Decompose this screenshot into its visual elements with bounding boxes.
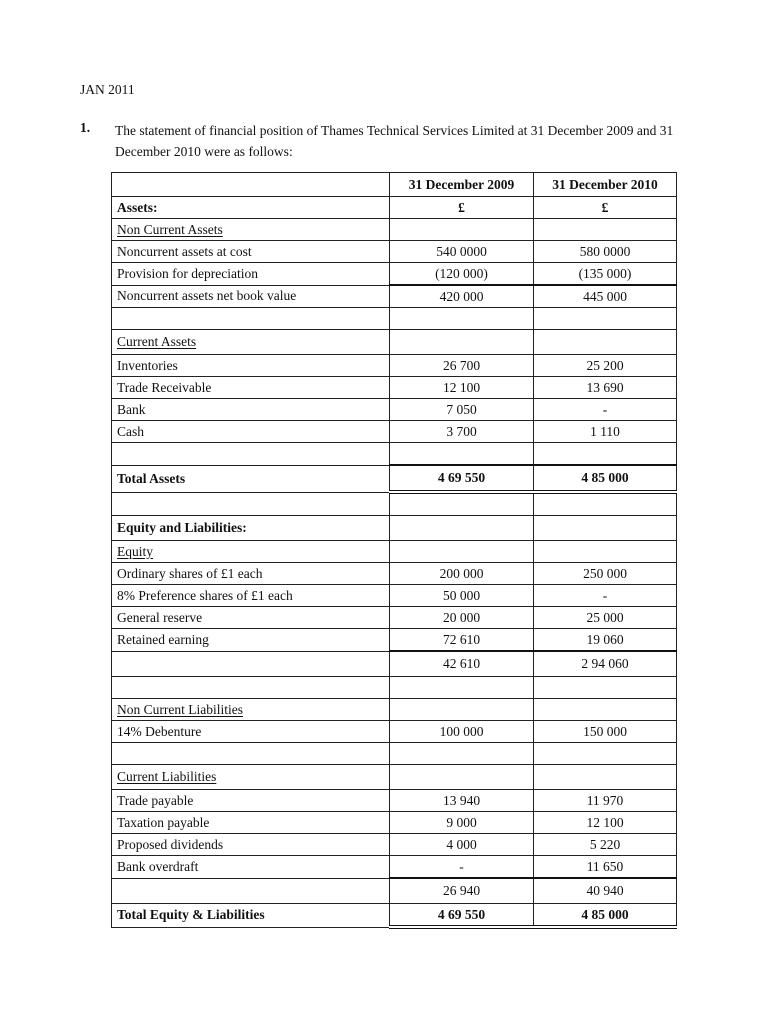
table-row <box>112 856 677 879</box>
row-label: Equity and Liabilities: <box>112 516 390 541</box>
table-row <box>112 355 677 377</box>
row-label: Non Current Liabilities <box>112 699 390 721</box>
value-2010: 580 0000 <box>534 241 677 263</box>
value-2010: - <box>534 399 677 421</box>
financial-position-table <box>111 172 677 929</box>
row-label: Total Equity & Liabilities <box>112 904 390 928</box>
value-2009: 42 610 <box>390 651 534 677</box>
column-header-2010: 31 December 2010 <box>534 173 677 197</box>
value-2009 <box>390 330 534 355</box>
row-label: 14% Debenture <box>112 721 390 743</box>
value-2009: 420 000 <box>390 285 534 308</box>
row-label <box>112 308 390 330</box>
value-2009: 4 69 550 <box>390 904 534 928</box>
value-2009: 540 0000 <box>390 241 534 263</box>
value-2010: 4 85 000 <box>534 904 677 928</box>
table-row <box>112 330 677 355</box>
value-2009: 12 100 <box>390 377 534 399</box>
value-2009 <box>390 699 534 721</box>
header-blank-cell <box>112 173 390 197</box>
value-2010: £ <box>534 197 677 219</box>
table-row <box>112 399 677 421</box>
table-row <box>112 765 677 790</box>
value-2009 <box>390 541 534 563</box>
row-label: Trade Receivable <box>112 377 390 399</box>
table-row <box>112 585 677 607</box>
value-2009: 20 000 <box>390 607 534 629</box>
value-2010: 445 000 <box>534 285 677 308</box>
table-row <box>112 834 677 856</box>
value-2010 <box>534 443 677 466</box>
row-label: Non Current Assets <box>112 219 390 241</box>
table-row <box>112 563 677 585</box>
value-2009: 4 000 <box>390 834 534 856</box>
row-label: Trade payable <box>112 790 390 812</box>
value-2009 <box>390 516 534 541</box>
value-2010: 19 060 <box>534 629 677 652</box>
table-row <box>112 285 677 308</box>
value-2009: (120 000) <box>390 263 534 286</box>
value-2010 <box>534 308 677 330</box>
table-row <box>112 263 677 286</box>
value-2010: - <box>534 585 677 607</box>
row-label: Equity <box>112 541 390 563</box>
value-2009: 26 700 <box>390 355 534 377</box>
table-row <box>112 904 677 928</box>
row-label: Bank <box>112 399 390 421</box>
value-2010: 4 85 000 <box>534 465 677 492</box>
value-2010 <box>534 516 677 541</box>
value-2009: 7 050 <box>390 399 534 421</box>
table-row <box>112 677 677 699</box>
row-label: 8% Preference shares of £1 each <box>112 585 390 607</box>
row-label: Assets: <box>112 197 390 219</box>
row-label: Retained earning <box>112 629 390 652</box>
row-label: Current Assets <box>112 330 390 355</box>
row-label: General reserve <box>112 607 390 629</box>
value-2009: 3 700 <box>390 421 534 443</box>
row-label: Provision for depreciation <box>112 263 390 286</box>
row-label: Inventories <box>112 355 390 377</box>
value-2009 <box>390 219 534 241</box>
page-heading: JAN 2011 <box>80 82 135 97</box>
value-2009 <box>390 492 534 516</box>
table-row <box>112 651 677 677</box>
value-2010: 40 940 <box>534 878 677 904</box>
question-number: 1. <box>80 120 91 135</box>
value-2010: 1 110 <box>534 421 677 443</box>
value-2010 <box>534 492 677 516</box>
value-2010: 2 94 060 <box>534 651 677 677</box>
row-label: Noncurrent assets net book value <box>112 285 390 308</box>
value-2009: - <box>390 856 534 879</box>
table-row <box>112 197 677 219</box>
row-label: Current Liabilities <box>112 765 390 790</box>
value-2009 <box>390 743 534 765</box>
value-2010: 25 200 <box>534 355 677 377</box>
table-row <box>112 878 677 904</box>
value-2009 <box>390 308 534 330</box>
value-2010 <box>534 765 677 790</box>
row-label <box>112 651 390 677</box>
table-row <box>112 743 677 765</box>
row-label: Proposed dividends <box>112 834 390 856</box>
table-row <box>112 607 677 629</box>
value-2010 <box>534 219 677 241</box>
value-2010 <box>534 699 677 721</box>
value-2009: 13 940 <box>390 790 534 812</box>
row-label <box>112 743 390 765</box>
value-2009: 200 000 <box>390 563 534 585</box>
value-2010: (135 000) <box>534 263 677 286</box>
table-row <box>112 219 677 241</box>
value-2010: 11 650 <box>534 856 677 879</box>
table-row <box>112 699 677 721</box>
value-2010 <box>534 330 677 355</box>
value-2009: 100 000 <box>390 721 534 743</box>
value-2009 <box>390 677 534 699</box>
value-2010: 13 690 <box>534 377 677 399</box>
table-row <box>112 241 677 263</box>
value-2010: 150 000 <box>534 721 677 743</box>
table-row <box>112 421 677 443</box>
row-label <box>112 492 390 516</box>
value-2010 <box>534 677 677 699</box>
question-text: The statement of financial position of Thames Technical Services Limited at 31 December 2009 and 31 December 2010 were as follows: <box>115 123 674 159</box>
row-label <box>112 443 390 466</box>
table-row <box>112 443 677 466</box>
value-2009: 9 000 <box>390 812 534 834</box>
value-2009 <box>390 443 534 466</box>
table-row <box>112 308 677 330</box>
value-2010: 25 000 <box>534 607 677 629</box>
value-2009: 26 940 <box>390 878 534 904</box>
value-2010: 5 220 <box>534 834 677 856</box>
row-label: Taxation payable <box>112 812 390 834</box>
table-row <box>112 790 677 812</box>
table-header-row <box>112 173 677 197</box>
value-2009: £ <box>390 197 534 219</box>
value-2010: 250 000 <box>534 563 677 585</box>
value-2010 <box>534 743 677 765</box>
table-row <box>112 541 677 563</box>
table-row <box>112 377 677 399</box>
row-label: Noncurrent assets at cost <box>112 241 390 263</box>
value-2009: 72 610 <box>390 629 534 652</box>
table-row <box>112 629 677 652</box>
row-label: Bank overdraft <box>112 856 390 879</box>
value-2010: 12 100 <box>534 812 677 834</box>
value-2009 <box>390 765 534 790</box>
table-row <box>112 812 677 834</box>
table-row <box>112 492 677 516</box>
row-label: Total Assets <box>112 465 390 492</box>
value-2009: 50 000 <box>390 585 534 607</box>
row-label <box>112 878 390 904</box>
table-row <box>112 516 677 541</box>
row-label <box>112 677 390 699</box>
row-label: Cash <box>112 421 390 443</box>
row-label: Ordinary shares of £1 each <box>112 563 390 585</box>
value-2010: 11 970 <box>534 790 677 812</box>
table-row <box>112 721 677 743</box>
value-2010 <box>534 541 677 563</box>
column-header-2009: 31 December 2009 <box>390 173 534 197</box>
table-row <box>112 465 677 492</box>
value-2009: 4 69 550 <box>390 465 534 492</box>
